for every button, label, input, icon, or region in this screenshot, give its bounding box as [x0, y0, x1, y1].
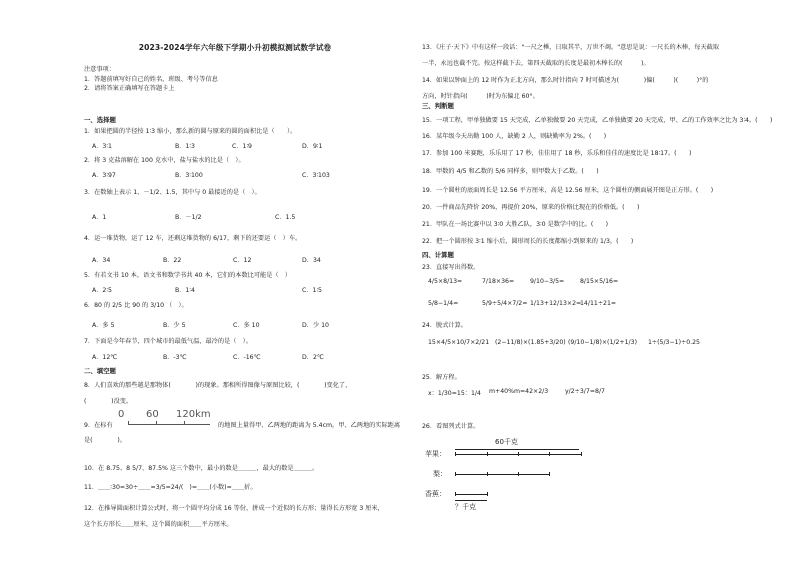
question-line: 是( )。 — [84, 437, 126, 444]
question-line: 20．一件商品先降价 20%，再提价 20%，原来的价格比现在的价格低。( ) — [422, 204, 640, 211]
question-line: C．1∶9 — [232, 143, 252, 150]
question-line: D．2℃ — [302, 354, 324, 361]
question-line: B．－1/2 — [175, 214, 202, 221]
question-line: 22．把一个圆形按 3∶1 缩小后，圆形周长的长度都缩小到原来的 1/3。( ) — [422, 238, 634, 245]
question-line: 9/10−3/5= — [530, 278, 565, 285]
question-line: (9/10−1/8)×(1/2+1/3) — [568, 339, 637, 346]
bottom-brace — [455, 500, 487, 501]
question-line: y/2÷3/7=8/7 — [565, 388, 605, 395]
question-line: 16．某年级今天出勤 100 人，缺勤 2 人，则缺勤率为 2%。( ) — [422, 133, 607, 140]
brace-line — [455, 449, 579, 450]
question-line: C．多 10 — [233, 322, 260, 329]
question-line: 25．解方程。 — [422, 374, 461, 381]
question-line: C．12 — [233, 257, 252, 264]
question-line: 方向，时针指向( )时为东偏北 60°。 — [422, 93, 539, 100]
question-line: 5．有若文书 10 本，语文书和数学书共 40 本，它们的本数比可能是（ ） — [84, 272, 291, 279]
diagram-top-label: 60千克 — [495, 438, 518, 446]
question-line: A．多 5 — [92, 322, 115, 329]
scale-tick — [156, 421, 157, 425]
question-line: 17．参加 100 米赛跑，乐乐用了 17 秒，佳佳用了 18 秒，乐乐和佳佳的速度比是 18∶17。( ) — [422, 150, 692, 157]
question-line: B．3∶100 — [175, 172, 203, 179]
scale-tick — [184, 421, 185, 425]
notice-item: 1．答题前填写好自己的姓名、班级、考号等信息 — [84, 76, 218, 83]
row-label: 香蕉： — [425, 490, 446, 498]
question-line: A．2∶5 — [92, 287, 112, 294]
question-line: A．3∶97 — [92, 172, 116, 179]
question-line: 15．一项工程，甲单独做要 15 天完成，乙单独做要 20 天完成，乙单独做要 20 天完成，甲、乙的工作效率之比为 3∶4。( ) — [422, 117, 773, 124]
question-line: 12．在推导圆面积计算公式时，将一个圆平均分成 16 等份，拼成一个近似的长方形；量得长方形宽 3 厘米， — [84, 505, 384, 512]
section-heading: 二、填空题 — [84, 367, 116, 375]
question-line: 23．直接写出得数。 — [422, 264, 480, 271]
question-line: C．1∶5 — [302, 287, 322, 294]
scale-label: 60 — [146, 409, 159, 420]
question-line: ( )没变。 — [84, 398, 133, 405]
question-line: A．12℃ — [92, 354, 118, 361]
question-line: C．1.5 — [275, 214, 296, 221]
section-heading: 三、判断题 — [422, 102, 454, 110]
question-line: A．1 — [92, 214, 107, 221]
question-line: (2−11/8)×(1.85+3/20) — [495, 339, 566, 346]
question-line: 15×4/5×10/7×2/21 — [428, 339, 490, 346]
question-line: 8．人们喜欢的那些越是那物体( )的现象。那相所得图像与原图比较，( )变化了， — [84, 382, 352, 389]
question-line: 7．下面是今年春节，四个城市的最低气温，最冷的是（ ）。 — [84, 338, 252, 345]
question-line: 11．＿＿∶30=30÷＿＿=3/5=24/( )=＿＿(小数)=＿＿折。 — [84, 484, 257, 491]
question-line: 8/15×5/16= — [580, 278, 619, 285]
question-line: 1/13+12/13×2= — [530, 300, 582, 307]
question-line: m+40%m=42×2/3 — [489, 388, 549, 395]
question-line: 21．甲队在一场比赛中以 3∶0 大胜乙队，3∶0 是数学中的比。( ) — [422, 221, 609, 228]
question-line: B．22 — [163, 257, 182, 264]
question-line: 一半，永远也截不完。按这样截下去，第四天截取的长度是最初木棒长的( )。 — [422, 60, 650, 67]
question-line: 5/8−1/4= — [428, 300, 459, 307]
pear-bar — [455, 474, 549, 475]
question-line: 13．《庄子·天下》中有这样一段话："一尺之棰，日取其半，万世不竭。"意思是说：一尺长的木棒，每天截取 — [422, 44, 720, 51]
question-line: D．少 10 — [302, 322, 329, 329]
question-line: 1÷(5/3−1)÷0.25 — [648, 339, 700, 346]
question-line: 10．在 8.75、8 5/7、87.5% 这三个数中，最小的数是＿＿＿，最大的数是＿＿＿。 — [84, 465, 319, 472]
question-line: 4．运一堆货物，运了 12 车，还剩这堆货物的 6/17，剩下的还要运（ ）车。 — [84, 235, 302, 242]
question-line: C．-16℃ — [233, 354, 261, 361]
question-line: B．1∶4 — [175, 287, 195, 294]
question-line: 的地图上量得甲、乙两地的距离为 5.4cm。甲、乙两地的实际距离 — [218, 422, 401, 429]
question-line: 19．一个圆柱的底面周长是 12.56 平方厘米，高是 12.56 厘米，这个圆柱的侧面展开图是正方形。( ) — [422, 187, 714, 194]
scale-label: 0 — [118, 409, 125, 420]
section-heading: 四、计算题 — [422, 251, 454, 259]
question-line: B．-3℃ — [163, 354, 187, 361]
map-scale-ruler — [118, 409, 216, 426]
question-line: 24．脱式计算。 — [422, 322, 467, 329]
question-line: B．少 5 — [163, 322, 186, 329]
question-line: 14．如果以钟面上的 12 时作为正北方向，那么时针指向 7 时可描述为( )偏( )( )°的 — [422, 77, 709, 84]
question-line: D．9∶1 — [302, 143, 323, 150]
question-line: A．3∶1 — [92, 143, 112, 150]
question-line: 26．看图列式计算。 — [422, 423, 480, 430]
section-heading: 一、选择题 — [84, 116, 116, 124]
banana-bar — [455, 494, 487, 495]
row-label: 梨： — [433, 470, 447, 478]
diagram-bottom-label: ？千克 — [455, 503, 476, 511]
scale-label: 120km — [176, 409, 211, 420]
question-line: 4/5×8/13= — [428, 278, 463, 285]
row-label: 苹果： — [425, 450, 446, 458]
scale-tick — [128, 421, 129, 425]
question-line: 7/18×36= — [482, 278, 515, 285]
question-line: 这个长方形长＿＿厘米，这个圆的面积＿＿平方厘米。 — [84, 521, 233, 528]
question-line: 5/9÷5/4×7/2= — [482, 300, 528, 307]
question-line: 3．在数轴上表示 1、－1/2、1.5，其中与 0 最接近的是（ ）。 — [84, 189, 261, 196]
question-line: 6．80 的 2/5 比 90 的 3/10 （ ）。 — [84, 302, 188, 309]
question-line: A．34 — [92, 257, 111, 264]
notice-heading: 注意事项： — [84, 66, 115, 73]
question-line: 1．如果把圆的半径按 1∶3 缩小，那么新的圆与原来的圆的面积比是（ ）。 — [84, 128, 297, 135]
notice-item: 2．请将答案正确填写在答题卡上 — [84, 85, 175, 92]
scale-bar — [128, 424, 210, 425]
question-line: B．1∶3 — [175, 143, 195, 150]
question-line: x：1/30=15：1/4 — [428, 390, 481, 397]
question-line: 2．将 3 克盐溶解在 100 克水中，盐与盐水的比是（ ）。 — [84, 157, 245, 164]
question-line: D．34 — [302, 257, 321, 264]
question-line: C．3∶103 — [302, 172, 330, 179]
question-line: 9．在标有 — [84, 422, 113, 429]
page-title: 2023-2024学年六年级下学期小升初模拟测试数学试卷 — [138, 43, 332, 52]
question-line: 14/11÷21= — [580, 300, 617, 307]
fruit-diagram — [425, 437, 585, 517]
question-line: 18．甲数的 4/5 和乙数的 5/6 同样多，则甲数大于乙数。( ) — [422, 168, 599, 175]
